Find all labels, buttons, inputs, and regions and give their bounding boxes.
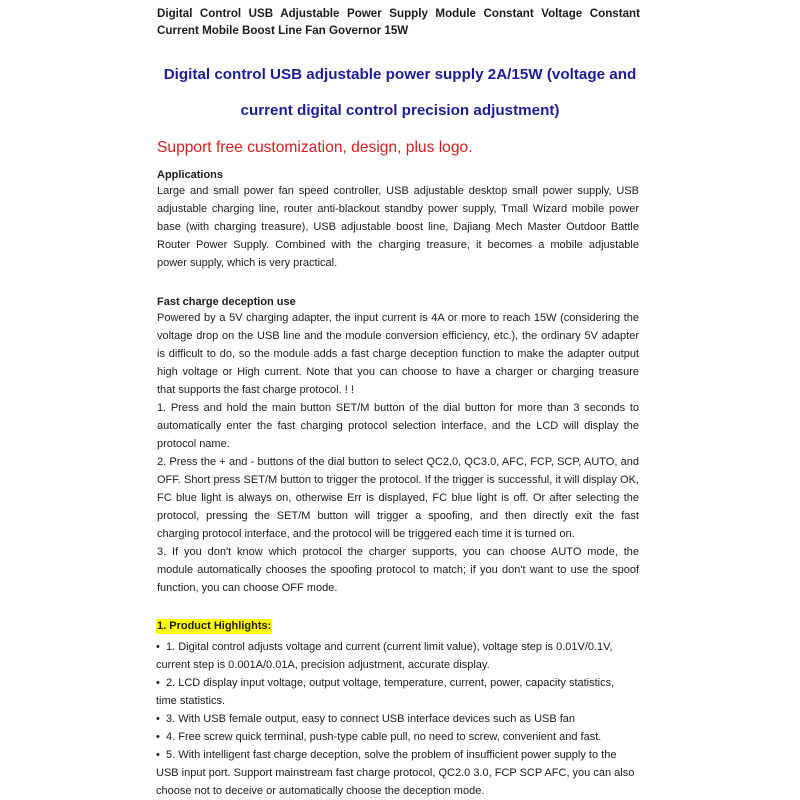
- document-title: Digital Control USB Adjustable Power Supply Module Constant Voltage Constant Current Mobile Boost Line Fan Governor 15W: [157, 7, 640, 37]
- product-highlights-heading: 1. Product Highlights:: [157, 620, 272, 632]
- bullet-icon: •: [156, 677, 160, 689]
- fast-charge-line: is difficult to do, so the module adds a fast charge deception function to make the adapter output: [157, 348, 639, 360]
- fast-charge-line: module automatically chooses the spoofing protocol to match; if you don't want to use the spoof: [157, 564, 639, 576]
- highlight-item: [156, 674, 640, 692]
- highlight-item-continued: [156, 692, 640, 710]
- bullet-icon: •: [156, 749, 160, 761]
- fast-charge-line: 2. Press the + and - buttons of the dial button to select QC2.0, QC3.0, AFC, FCP, SCP, AUTO, and: [157, 456, 639, 468]
- highlight-line: 5. With intelligent fast charge deception, solve the problem of insufficient power supply to the: [166, 749, 617, 761]
- promo-text: Support free customization, design, plus logo.: [157, 139, 473, 156]
- fast-charge-line: function, you can choose OFF mode.: [157, 582, 338, 594]
- fast-charge-line: Powered by a 5V charging adapter, the input current is 4A or more to reach 15W (considering the: [157, 312, 639, 324]
- bullet-icon: •: [156, 641, 160, 653]
- applications-line: Large and small power fan speed controller, USB adjustable desktop small power supply, USB: [157, 185, 639, 197]
- highlight-line: 4. Free screw quick terminal, push-type cable pull, no need to screw, convenient and fast.: [166, 731, 602, 743]
- highlight-item: [156, 728, 640, 746]
- applications-line: adjustable charging line, router anti-blackout standby power supply, Tmall Wizard mobile power: [157, 203, 639, 215]
- fast-charge-line: automatically enter the fast charging protocol selection interface, and the LCD will display the: [157, 420, 639, 432]
- applications-line: Router Power Supply. Combined with the charging treasure, it becomes a mobile adjustable: [157, 239, 639, 251]
- highlight-line: current step is 0.001A/0.01A, precision adjustment, accurate display.: [156, 659, 490, 671]
- fast-charge-line: FC blue light is always on, otherwise Err is displayed, FC blue light is off. Or after selecting the: [157, 492, 639, 504]
- headline-line-1: Digital control USB adjustable power supply 2A/15W (voltage and: [163, 66, 637, 83]
- fast-charge-line: OFF. Short press SET/M button to trigger the protocol. If the trigger is successful, it will display OK,: [157, 474, 639, 486]
- fast-charge-line: high voltage or High current. Note that you can choose to have a charger or charging treasure: [157, 366, 639, 378]
- headline-line-2: current digital control precision adjustment): [240, 102, 560, 119]
- highlight-line: time statistics.: [156, 695, 226, 707]
- fast-charge-line: 3. If you don't know which protocol the charger supports, you can choose AUTO mode, the: [157, 546, 639, 558]
- fast-charge-heading: Fast charge deception use: [157, 296, 296, 308]
- fast-charge-line: voltage drop on the USB line and the module conversion efficiency, etc.), the ordinary 5V adapter: [157, 330, 639, 342]
- fast-charge-line: protocol, pressing the SET/M button will trigger a spoofing, and then directly exit the fast: [157, 510, 639, 522]
- fast-charge-line: 1. Press and hold the main button SET/M button of the dial button for more than 3 seconds to: [157, 402, 639, 414]
- highlight-line: 1. Digital control adjusts voltage and current (current limit value), voltage step is 0.01V/0.1V,: [166, 641, 613, 653]
- highlight-item-continued: [156, 656, 640, 674]
- highlight-item: [156, 746, 640, 764]
- fast-charge-line: protocol name.: [157, 438, 230, 450]
- highlight-line: 3. With USB female output, easy to connect USB interface devices such as USB fan: [166, 713, 576, 725]
- highlight-item: [156, 638, 640, 656]
- bullet-icon: •: [156, 731, 160, 743]
- highlight-line: 2. LCD display input voltage, output voltage, temperature, current, power, capacity statistics,: [166, 677, 615, 689]
- highlight-item: [156, 710, 640, 728]
- highlight-item-continued: [156, 764, 640, 782]
- highlight-item-continued: [156, 782, 640, 800]
- applications-heading: Applications: [157, 169, 224, 181]
- highlight-line: USB input port. Support mainstream fast charge protocol, QC2.0 3.0, FCP SCP AFC, you can also: [156, 767, 635, 779]
- bullet-icon: •: [156, 713, 160, 725]
- highlight-line: choose not to deceive or automatically choose the deception mode.: [156, 785, 485, 797]
- fast-charge-line: that supports the fast charge protocol. ! !: [157, 384, 354, 396]
- applications-line: base (with charging treasure), USB adjustable boost line, Dajiang Mech Master Outdoor Battle: [157, 221, 639, 233]
- applications-line: power supply, which is very practical.: [157, 257, 338, 269]
- fast-charge-line: charging protocol interface, and the protocol will be triggered each time it is turned on.: [157, 528, 575, 540]
